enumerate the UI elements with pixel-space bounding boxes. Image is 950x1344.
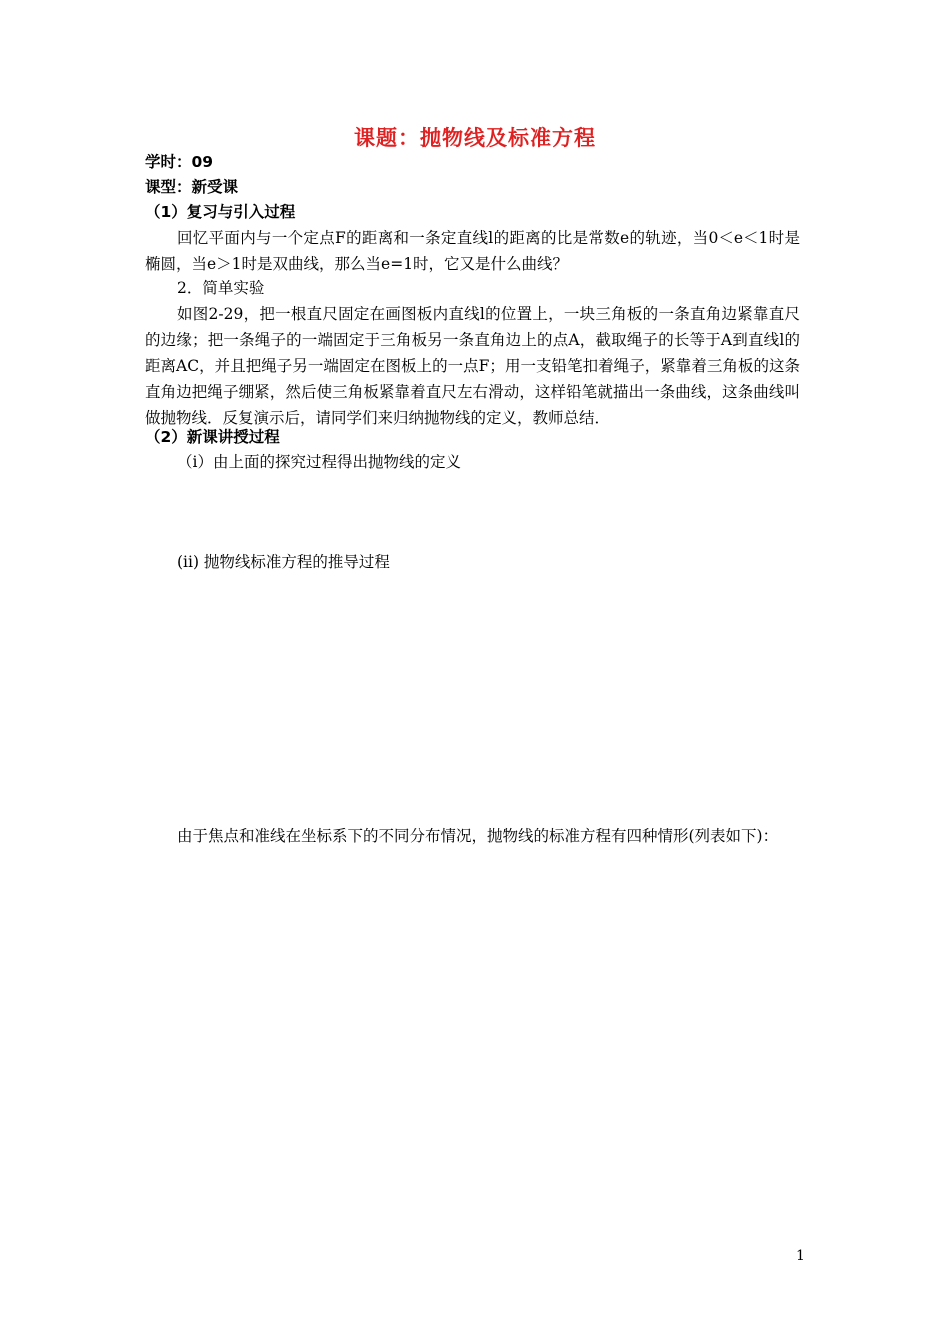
- class-type: 课型：新受课: [145, 178, 239, 196]
- section-heading-review: （1）复习与引入过程: [145, 203, 296, 221]
- section-heading-new-lesson: （2）新课讲授过程: [145, 428, 280, 446]
- closing-paragraph: 由于焦点和准线在坐标系下的不同分布情况，抛物线的标准方程有四种情形(列表如下)：: [177, 827, 779, 845]
- page-title: 课题：抛物线及标准方程: [354, 126, 596, 150]
- experiment-paragraph: 如图2-29，把一根直尺固定在画图板内直线l的位置上，一块三角板的一条直角边紧靠直尺的边缘；把一条绳子的一端固定于三角板另一条直角边上的点A，截取绳子的长等于A到直线l的距离AC，并且把绳子另一端固定在图板上的一点F；用一支铅笔扣着绳子，紧靠着三角板的这条直角边把绳子绷紧，然后使三角板紧靠着直尺左右滑动，这样铅笔就描出一条曲线，这条曲线叫做抛物线．反复演示后，请同学们来归纳抛物线的定义，教师总结．: [145, 305, 800, 427]
- class-hours: 学时：09: [145, 153, 214, 171]
- review-paragraph: 回忆平面内与一个定点F的距离和一条定直线l的距离的比是常数e的轨迹，当0＜e＜1时是椭圆，当e＞1时是双曲线，那么当e=1时，它又是什么曲线？: [145, 229, 800, 273]
- item-definition: （i）由上面的探究过程得出抛物线的定义: [177, 453, 461, 471]
- page-number: 1: [796, 1248, 805, 1264]
- item-derivation: (ii) 抛物线标准方程的推导过程: [177, 553, 390, 571]
- experiment-heading: 2．简单实验: [177, 279, 265, 297]
